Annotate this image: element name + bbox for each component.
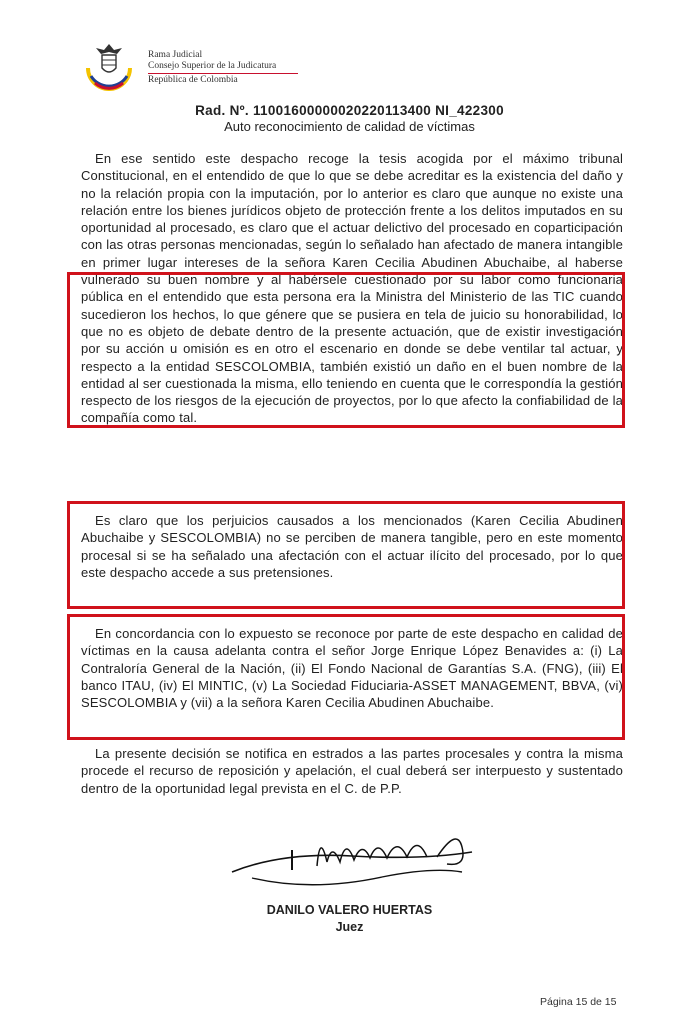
paragraph-1: En ese sentido este despacho recoge la tesis acogida por el máximo tribunal Constitucional, en el entendido de que lo que se debe acreditar es la existencia del daño y no la relación propia con la imputación, por lo anterior es claro que aunque no existe una relación entre los bienes jurídicos objeto de protección frente a los delitos imputados en su oportunidad al procesado, es claro que el actuar delictivo del procesado en coparticipación con las otras personas mencionadas, según lo señalado han afectado de manera intangible en primer lugar intereses de la señora Karen Cecilia Abudinen Abuchaibe, al haberse vulnerado su buen nombre y al habérsele cuestionado por su labor como funcionaria pública en el entendido que esta persona era la Ministra del Ministerio de las TIC cuando sucedieron los hechos, lo que génere que se pusiera en tela de juicio su honorabilidad, lo que no es objeto de debate dentro de la presente actuación, que de existir investigación por su acción u omisión es en otro el escenario en donde se debe ventilar tal actuar, y respecto a la entidad SESCOLOMBIA, también existió un daño en el buen nombre de la entidad al ser cuestionada la misma, ello teniendo en cuenta que le correspondía la gestión respecto de los riesgos de la ejecución de proyectos, por lo que afecto la confiabilidad de la compañía como tal.: [81, 151, 623, 426]
highlight-box-2: [67, 501, 625, 609]
document-header: [82, 38, 322, 94]
judge-signature: [222, 822, 492, 902]
org-line-2: Consejo Superior de la Judicatura: [148, 61, 277, 71]
signer-block: [0, 902, 699, 936]
signer-name: DANILO VALERO HUERTAS: [266, 903, 433, 917]
issuing-organization: [148, 50, 298, 86]
document-subtitle: Auto reconocimiento de calidad de víctimas: [224, 119, 475, 134]
org-line-3: República de Colombia: [148, 75, 238, 85]
page-number: Página 15 de 15: [540, 996, 617, 1008]
paragraph-4: La presente decisión se notifica en estrados a las partes procesales y contra la misma procede el recurso de reposición y apelación, el cual deberá ser interpuesto y sustentado dentro de la oportunidad legal prevista en el C. de P.P.: [81, 746, 623, 796]
paragraph-3: En concordancia con lo expuesto se reconoce por parte de este despacho en calidad de víctimas en la causa adelanta contra el señor Jorge Enrique López Benavides a: (i) La Contraloría General de la Nación, (ii) El Fondo Nacional de Garantías S.A. (FNG), (iii) El banco ITAU, (iv) El MINTIC, (v) La Sociedad Fiduciaria-ASSET MANAGEMENT, BBVA, (vi) SESCOLOMBIA y (vii) a la señora Karen Cecilia Abudinen Abuchaibe.: [81, 626, 623, 711]
highlight-box-3: [67, 614, 625, 740]
highlight-box-1: [67, 272, 625, 428]
document-title-block: [0, 103, 699, 134]
colombia-coat-of-arms-logo: [82, 38, 136, 92]
case-number: Rad. Nº. 11001600000020220113400 NI_422300: [195, 103, 504, 118]
signer-role: Juez: [335, 920, 364, 934]
org-line-1: Rama Judicial: [148, 50, 203, 60]
header-divider: [148, 73, 298, 74]
paragraph-2: Es claro que los perjuicios causados a los mencionados (Karen Cecilia Abudinen Abuchaibe y SESCOLOMBIA) no se perciben de manera tangible, pero en este momento procesal si se ha señalado una afectación con el actuar ilícito del procesado, por lo que este despacho accede a sus pretensiones.: [81, 513, 623, 580]
